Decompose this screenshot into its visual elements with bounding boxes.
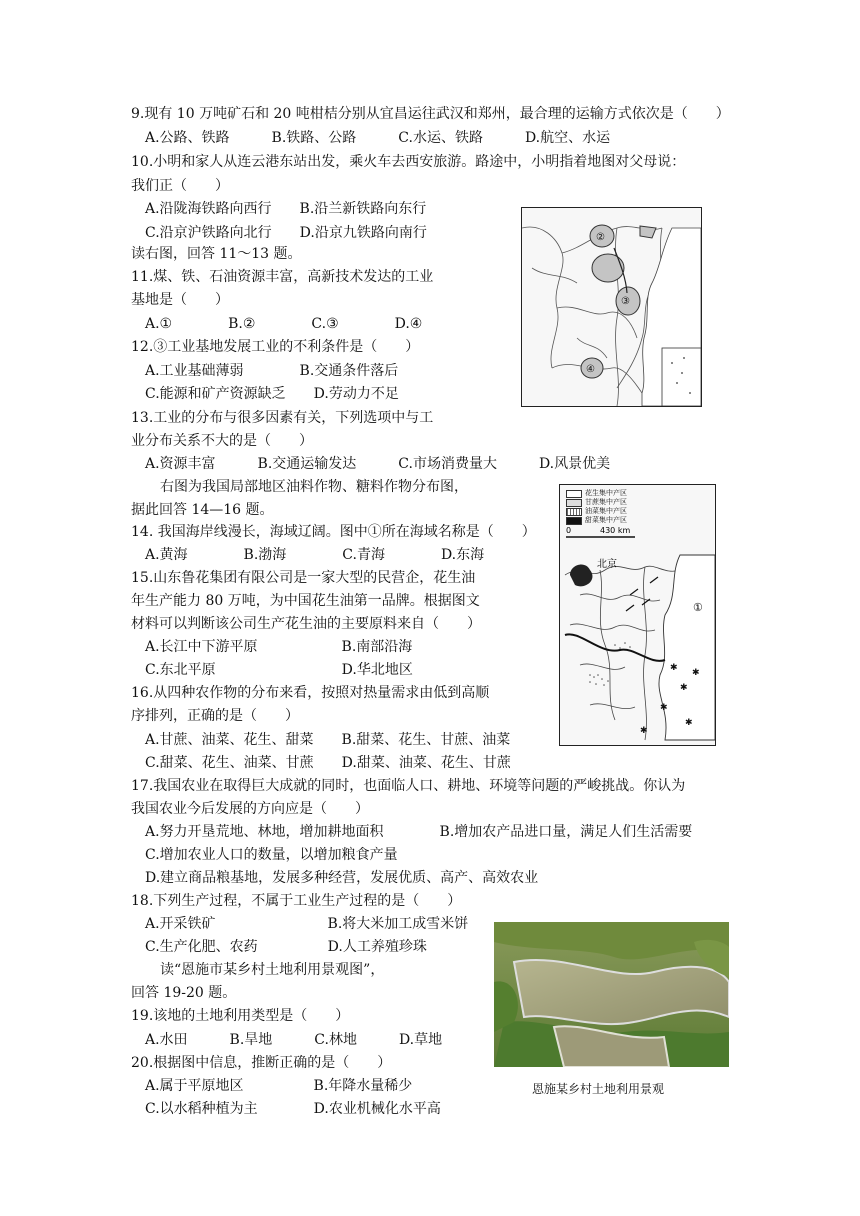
q16-stem-line1: 16.从四种农作物的分布来看，按照对热量需求由低到高顺 — [131, 685, 490, 701]
q12-options-line2: C.能源和矿产资源缺乏 D.劳动力不足 — [145, 386, 399, 402]
legend-sugarcane: 甘蔗集中产区 — [566, 498, 627, 507]
q10-stem-line2: 我们正（ ） — [131, 178, 229, 194]
q12-stem: 12.③工业基地发展工业的不利条件是（ ） — [131, 339, 420, 355]
beijing-label: 北京 — [597, 559, 617, 570]
q18-stem: 18.下列生产过程，不属于工业生产过程的是（ ） — [131, 893, 462, 909]
svg-text:✱: ✱ — [660, 703, 668, 713]
q16-options-line2: C.甜菜、花生、油菜、甘蔗 D.甜菜、油菜、花生、甘蔗 — [145, 755, 511, 771]
q20-stem: 20.根据图中信息，推断正确的是（ ） — [131, 1055, 392, 1071]
q10-stem-line1: 10.小明和家人从连云港东站出发，乘火车去西安旅游。路途中，小明指着地图对父母说： — [131, 154, 686, 170]
q18-options-line2: C.生产化肥、农药 D.人工养殖珍珠 — [145, 939, 427, 955]
intro-14-16-line1: 右图为我国局部地区油料作物、糖料作物分布图， — [160, 479, 468, 495]
map1-label-4: ④ — [586, 364, 595, 375]
q19-stem: 19.该地的土地利用类型是（ ） — [131, 1008, 350, 1024]
q17-options-line3: D.建立商品粮基地，发展多种经营，发展优质、高产、高效农业 — [145, 870, 539, 886]
industrial-base-map — [521, 207, 702, 407]
q17-options-line1: A.努力开垦荒地、林地，增加耕地面积 B.增加农产品进口量，满足人们生活需要 — [145, 824, 693, 840]
intro-19-20-line1: 读“恩施市某乡村土地利用景观图”， — [160, 962, 385, 978]
scale-label: 430 km — [600, 526, 631, 535]
intro-11-13: 读右图，回答 11～13 题。 — [131, 246, 302, 262]
q15-options-line2: C.东北平原 D.华北地区 — [145, 662, 413, 678]
intro-19-20-line2: 回答 19-20 题。 — [131, 985, 237, 1001]
q15-stem-line1: 15.山东鲁花集团有限公司是一家大型的民营企，花生油 — [131, 570, 476, 586]
q19-options: A.水田 B.旱地 C.林地 D.草地 — [145, 1032, 443, 1048]
sea-label: ① — [693, 601, 703, 614]
svg-text:✱: ✱ — [680, 683, 688, 693]
q18-options-line1: A.开采铁矿 B.将大米加工成雪米饼 — [145, 916, 469, 932]
q15-options-line1: A.长江中下游平原 B.南部沿海 — [145, 639, 413, 655]
q14-stem: 14. 我国海岸线漫长，海域辽阔。图中①所在海域名称是（ ） — [131, 524, 536, 540]
q13-stem-line1: 13.工业的分布与很多因素有关，下列选项中与工 — [131, 410, 434, 426]
q13-stem-line2: 业分布关系不大的是（ ） — [131, 433, 313, 449]
q17-stem-line2: 我国农业今后发展的方向应是（ ） — [131, 801, 369, 817]
q9-options: A.公路、铁路 B.铁路、公路 C.水运、铁路 D.航空、水运 — [145, 130, 611, 146]
crop-distribution-map — [559, 484, 716, 746]
landscape-photo — [494, 922, 729, 1067]
legend-peanut: 花生集中产区 — [566, 489, 627, 498]
q11-options: A.① B.② C.③ D.④ — [145, 316, 423, 332]
svg-text:✱: ✱ — [670, 663, 678, 673]
q12-options-line1: A.工业基础薄弱 B.交通条件落后 — [145, 363, 399, 379]
svg-text:✱: ✱ — [640, 726, 648, 736]
q17-options-line2: C.增加农业人口的数量，以增加粮食产量 — [145, 847, 398, 863]
q14-options: A.黄海 B.渤海 C.青海 D.东海 — [145, 547, 485, 563]
legend-rapeseed: 油菜集中产区 — [566, 507, 627, 516]
q20-options-line1: A.属于平原地区 B.年降水量稀少 — [145, 1078, 413, 1094]
map1-label-3: ③ — [621, 296, 630, 307]
svg-text:✱: ✱ — [685, 718, 693, 728]
q15-stem-line3: 材料可以判断该公司生产花生油的主要原料来自（ ） — [131, 616, 481, 632]
q13-options: A.资源丰富 B.交通运输发达 C.市场消费量大 D.风景优美 — [145, 456, 611, 472]
q10-options-line1: A.沿陇海铁路向西行 B.沿兰新铁路向东行 — [145, 201, 427, 217]
q16-stem-line2: 序排列，正确的是（ ） — [131, 708, 299, 724]
q9-stem: 9.现有 10 万吨矿石和 20 吨柑桔分别从宜昌运往武汉和郑州，最合理的运输方式依次是（ ） — [131, 106, 730, 122]
photo-caption: 恩施某乡村土地利用景观 — [532, 1082, 665, 1096]
svg-text:✱: ✱ — [692, 668, 700, 678]
intro-14-16-line2: 据此回答 14—16 题。 — [131, 502, 274, 518]
q11-stem-line1: 11.煤、铁、石油资源丰富，高新技术发达的工业 — [131, 269, 434, 285]
terraced-field-image — [494, 922, 729, 1067]
industrial-base-map-svg — [522, 208, 701, 406]
scale-zero: 0 — [566, 526, 572, 535]
q16-options-line1: A.甘蔗、油菜、花生、甜菜 B.甜菜、花生、甘蔗、油菜 — [145, 732, 511, 748]
q20-options-line2: C.以水稻种植为主 D.农业机械化水平高 — [145, 1101, 441, 1117]
map1-label-2: ② — [596, 232, 605, 243]
q10-options-line2: C.沿京沪铁路向北行 D.沿京九铁路向南行 — [145, 225, 427, 241]
q17-stem-line1: 17.我国农业在取得巨大成就的同时，也面临人口、耕地、环境等问题的严峻挑战。你认为 — [131, 778, 686, 794]
legend-sugarbeet: 甜菜集中产区 — [566, 516, 627, 525]
crop-map-svg — [560, 485, 715, 745]
q15-stem-line2: 年生产能力 80 万吨，为中国花生油第一品牌。根据图文 — [131, 593, 480, 609]
q11-stem-line2: 基地是（ ） — [131, 292, 229, 308]
